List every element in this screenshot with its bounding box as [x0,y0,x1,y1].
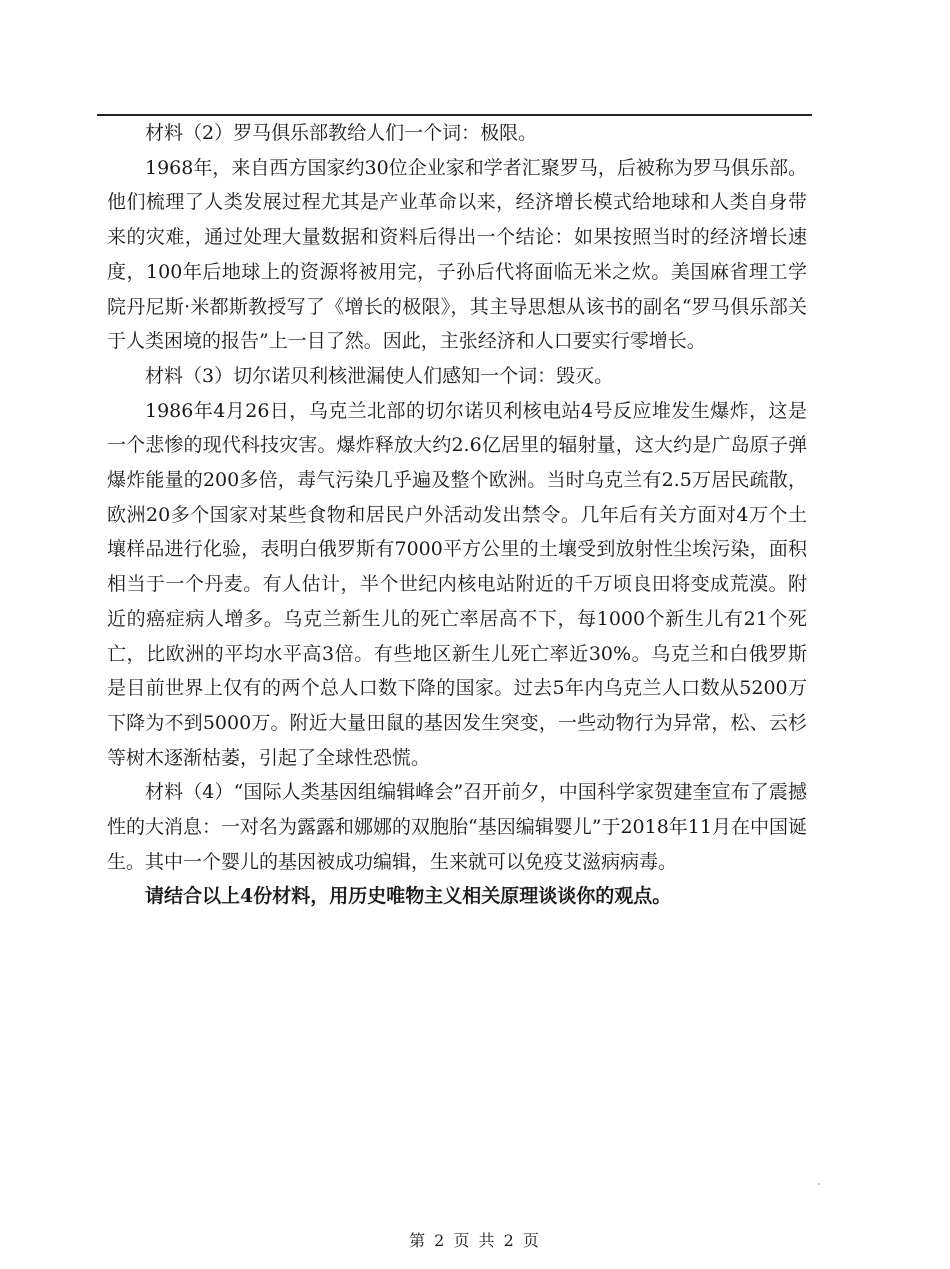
material-4-body: 材料（4）“国际人类基因组编辑峰会”召开前夕，中国科学家贺建奎宣布了震撼性的大消息：一对名为露露和娜娜的双胞胎“基因编辑婴儿”于2018年11月在中国诞生。其中一个婴儿的基因被成功编辑，生来就可以免疫艾滋病病毒。 [107,781,807,873]
document-body [107,116,807,914]
question-prompt: 请结合以上4份材料，用历史唯物主义相关原理谈谈你的观点。 [145,885,672,908]
material-2-heading: 材料（2）罗马俱乐部教给人们一个词：极限。 [145,122,538,144]
material-3-heading: 材料（3）切尔诺贝利核泄漏使人们感知一个词：毁灭。 [145,364,614,387]
material-3-body: 1986年4月26日，乌克兰北部的切尔诺贝利核电站4号反应堆发生爆炸，这是一个悲惨的现代科技灾害。爆炸释放大约2.6亿居里的辐射量，这大约是广岛原子弹爆炸能量的200多倍，毒气污染几乎遍及整个欧洲。当时乌克兰有2.5万居民疏散，欧洲20多个国家对某些食物和居民户外活动发出禁令。几年后有关方面对4万个土壤样品进行化验，表明白俄罗斯有7000平方公里的土壤受到放射性尘埃污染，面积相当于一个丹麦。有人估计，半个世纪内核电站附近的千万顷良田将变成荒漠。附近的癌症病人增多。乌克兰新生儿的死亡率居高不下，每1000个新生儿有21个死亡，比欧洲的平均水平高3倍。有些地区新生儿死亡率近30%。乌克兰和白俄罗斯是目前世界上仅有的两个总人口数下降的国家。过去5年内乌克兰人口数从5200万下降为不到5000万。附近大量田鼠的基因发生突变，一些动物行为异常，松、云杉等树木逐渐枯萎，引起了全球性恐慌。 [107,399,807,769]
page-footer: 第 2 页 共 2 页 [409,1231,541,1250]
scan-speck [818,1183,820,1185]
material-2-body: 1968年，来自西方国家约30位企业家和学者汇聚罗马，后被称为罗马俱乐部。他们梳理了人类发展过程尤其是产业革命以来，经济增长模式给地球和人类自身带来的灾难，通过处理大量数据和资料后得出一个结论：如果按照当时的经济增长速度，100年后地球上的资源将被用完，子孙后代将面临无米之炊。美国麻省理工学院丹尼斯·米都斯教授写了《增长的极限》，其主导思想从该书的副名“罗马俱乐部关于人类困境的报告”上一目了然。因此，主张经济和人口要实行零增长。 [107,156,807,353]
